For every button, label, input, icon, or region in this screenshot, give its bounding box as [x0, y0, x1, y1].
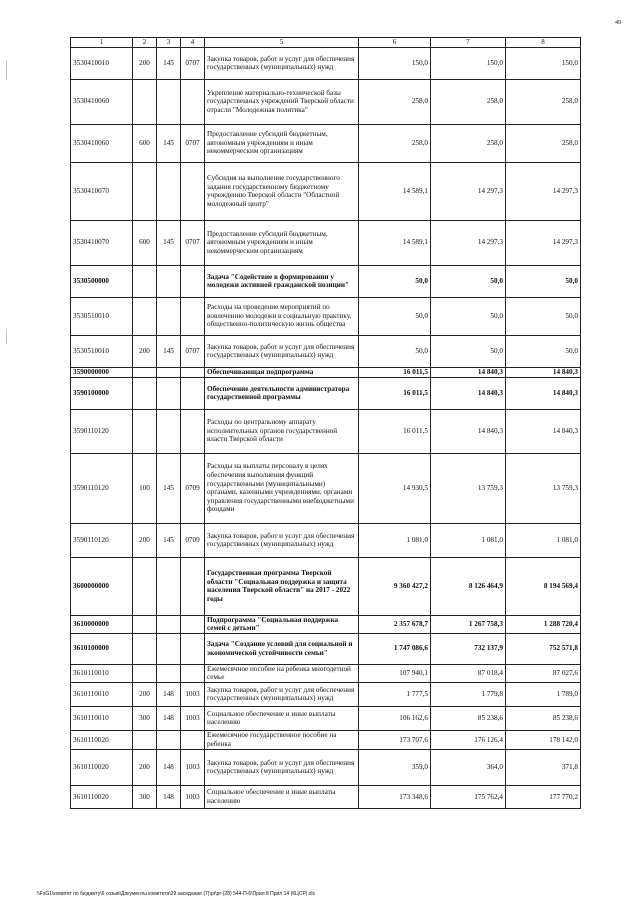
section-code-cell: 0709 [181, 453, 205, 523]
expense-type-cell: 300 [133, 706, 157, 730]
amount-year2-cell: 50,0 [431, 265, 506, 297]
amount-year2-cell: 14 840,3 [431, 409, 506, 453]
item-name-cell: Подпрограмма "Социальная поддержка семей с детьми" [205, 615, 359, 633]
amount-year3-cell: 14 297,3 [506, 162, 581, 220]
admin-code-cell: 148 [157, 706, 181, 730]
amount-year3-cell: 85 238,6 [506, 706, 581, 730]
amount-year3-cell: 258,0 [506, 79, 581, 124]
amount-year3-cell: 752 571,8 [506, 633, 581, 664]
expense-type-cell [133, 79, 157, 124]
amount-year1-cell: 14 589,1 [359, 162, 431, 220]
item-name-cell: Расходы по центральному аппарату исполнительных органов государственной власти Тверской области [205, 409, 359, 453]
budget-code-cell: 3530510010 [71, 335, 133, 367]
table-row [71, 615, 581, 633]
table-row [71, 265, 581, 297]
amount-year1-cell: 150,0 [359, 47, 431, 79]
item-name-cell: Закупка товаров, работ и услуг для обеспечения государственных (муниципальных) нужд [205, 749, 359, 785]
column-number: 7 [431, 38, 506, 48]
amount-year1-cell: 1 081,0 [359, 523, 431, 557]
amount-year2-cell: 258,0 [431, 79, 506, 124]
budget-code-cell: 3530410010 [71, 47, 133, 79]
table-row [71, 664, 581, 682]
amount-year1-cell: 16 011,5 [359, 377, 431, 409]
admin-code-cell [157, 633, 181, 664]
admin-code-cell: 145 [157, 453, 181, 523]
table-row [71, 749, 581, 785]
amount-year3-cell: 14 840,3 [506, 377, 581, 409]
admin-code-cell: 145 [157, 124, 181, 162]
amount-year2-cell: 50,0 [431, 297, 506, 335]
amount-year2-cell: 176 126,4 [431, 730, 506, 749]
table-row [71, 785, 581, 808]
item-name-cell: Закупка товаров, работ и услуг для обеспечения государственных (муниципальных) нужд [205, 47, 359, 79]
item-name-cell: Обеспечение деятельности администратора государственной программы [205, 377, 359, 409]
table-row [71, 162, 581, 220]
admin-code-cell [157, 377, 181, 409]
column-number: 4 [181, 38, 205, 48]
section-code-cell [181, 664, 205, 682]
table-row [71, 367, 581, 377]
amount-year3-cell: 150,0 [506, 47, 581, 79]
column-number: 8 [506, 38, 581, 48]
expense-type-cell [133, 409, 157, 453]
section-code-cell: 1003 [181, 749, 205, 785]
section-code-cell [181, 79, 205, 124]
table-row [71, 220, 581, 265]
budget-code-cell: 3590110120 [71, 523, 133, 557]
item-name-cell: Предоставление субсидий бюджетным, автономным учреждениям и иным некоммерческим организациям [205, 220, 359, 265]
amount-year2-cell: 1 779,8 [431, 682, 506, 706]
item-name-cell: Ежемесячное пособие на ребенка многодетной семье [205, 664, 359, 682]
admin-code-cell: 148 [157, 682, 181, 706]
amount-year2-cell: 150,0 [431, 47, 506, 79]
budget-code-cell: 3530410060 [71, 79, 133, 124]
amount-year2-cell: 13 759,3 [431, 453, 506, 523]
amount-year2-cell: 85 238,6 [431, 706, 506, 730]
expense-type-cell [133, 367, 157, 377]
item-name-cell: Задача "Создание условий для социальной и экономической устойчивости семьи" [205, 633, 359, 664]
amount-year2-cell: 1 267 758,3 [431, 615, 506, 633]
admin-code-cell [157, 367, 181, 377]
amount-year2-cell: 87 018,4 [431, 664, 506, 682]
amount-year3-cell: 50,0 [506, 335, 581, 367]
item-name-cell: Закупка товаров, работ и услуг для обеспечения государственных (муниципальных) нужд [205, 335, 359, 367]
column-number: 6 [359, 38, 431, 48]
expense-type-cell [133, 664, 157, 682]
amount-year2-cell: 50,0 [431, 335, 506, 367]
amount-year2-cell: 1 081,0 [431, 523, 506, 557]
amount-year1-cell: 50,0 [359, 265, 431, 297]
admin-code-cell: 148 [157, 785, 181, 808]
section-code-cell [181, 297, 205, 335]
table-row [71, 730, 581, 749]
amount-year1-cell: 14 930,5 [359, 453, 431, 523]
amount-year1-cell: 16 011,5 [359, 367, 431, 377]
column-number: 2 [133, 38, 157, 48]
table-row [71, 523, 581, 557]
budget-code-cell: 3600000000 [71, 557, 133, 615]
amount-year3-cell: 14 840,3 [506, 409, 581, 453]
section-code-cell [181, 367, 205, 377]
table-row [71, 79, 581, 124]
amount-year3-cell: 14 840,3 [506, 367, 581, 377]
table-row [71, 633, 581, 664]
expense-type-cell [133, 557, 157, 615]
admin-code-cell: 145 [157, 523, 181, 557]
expense-type-cell [133, 297, 157, 335]
section-code-cell [181, 162, 205, 220]
table-row [71, 297, 581, 335]
section-code-cell [181, 409, 205, 453]
section-code-cell: 0707 [181, 47, 205, 79]
section-code-cell: 0707 [181, 124, 205, 162]
amount-year1-cell: 2 357 678,7 [359, 615, 431, 633]
column-number: 5 [205, 38, 359, 48]
expense-type-cell: 200 [133, 523, 157, 557]
budget-code-cell: 3590110120 [71, 409, 133, 453]
expense-type-cell: 200 [133, 335, 157, 367]
amount-year1-cell: 107 940,1 [359, 664, 431, 682]
amount-year3-cell: 8 194 569,4 [506, 557, 581, 615]
amount-year2-cell: 175 762,4 [431, 785, 506, 808]
section-code-cell: 0707 [181, 335, 205, 367]
admin-code-cell [157, 557, 181, 615]
amount-year3-cell: 1 081,0 [506, 523, 581, 557]
budget-code-cell: 3590100000 [71, 377, 133, 409]
section-code-cell: 1003 [181, 706, 205, 730]
expense-type-cell [133, 377, 157, 409]
budget-code-cell: 3610110010 [71, 706, 133, 730]
amount-year1-cell: 1 777,5 [359, 682, 431, 706]
amount-year1-cell: 106 162,6 [359, 706, 431, 730]
amount-year1-cell: 50,0 [359, 297, 431, 335]
section-code-cell [181, 730, 205, 749]
amount-year3-cell: 178 142,0 [506, 730, 581, 749]
binder-mark [6, 60, 7, 80]
item-name-cell: Укрепление материально-технической базы государственных учреждений Тверской области отрасли "Молодежная политика" [205, 79, 359, 124]
amount-year1-cell: 173 348,6 [359, 785, 431, 808]
admin-code-cell [157, 162, 181, 220]
amount-year3-cell: 371,8 [506, 749, 581, 785]
budget-code-cell: 3610110020 [71, 785, 133, 808]
amount-year3-cell: 50,0 [506, 297, 581, 335]
amount-year2-cell: 258,0 [431, 124, 506, 162]
item-name-cell: Закупка товаров, работ и услуг для обеспечения государственных (муниципальных) нужд [205, 682, 359, 706]
amount-year3-cell: 177 770,2 [506, 785, 581, 808]
amount-year1-cell: 258,0 [359, 124, 431, 162]
amount-year1-cell: 1 747 086,6 [359, 633, 431, 664]
admin-code-cell [157, 615, 181, 633]
item-name-cell: Субсидия на выполнение государственного задания государственному бюджетному учреждению Тверской области "Областной молодежный центр" [205, 162, 359, 220]
amount-year3-cell: 13 759,3 [506, 453, 581, 523]
expense-type-cell [133, 633, 157, 664]
section-code-cell [181, 377, 205, 409]
expense-type-cell: 200 [133, 749, 157, 785]
budget-table [70, 37, 581, 809]
table-row [71, 557, 581, 615]
expense-type-cell: 600 [133, 124, 157, 162]
amount-year3-cell: 87 027,6 [506, 664, 581, 682]
section-code-cell: 1003 [181, 785, 205, 808]
table-row [71, 706, 581, 730]
amount-year3-cell: 258,0 [506, 124, 581, 162]
expense-type-cell: 300 [133, 785, 157, 808]
budget-code-cell: 3530500000 [71, 265, 133, 297]
section-code-cell: 0707 [181, 220, 205, 265]
item-name-cell: Расходы на проведение мероприятий по вовлечению молодежи в социальную практику, общественно-политическую жизнь общества [205, 297, 359, 335]
amount-year1-cell: 14 589,1 [359, 220, 431, 265]
column-number: 1 [71, 38, 133, 48]
column-number-row [71, 38, 581, 48]
budget-code-cell: 3610110010 [71, 664, 133, 682]
item-name-cell: Обеспечивающая подпрограмма [205, 367, 359, 377]
budget-code-cell: 3610000000 [71, 615, 133, 633]
item-name-cell: Социальное обеспечение и иные выплаты населению [205, 706, 359, 730]
binder-mark [6, 330, 7, 344]
admin-code-cell [157, 409, 181, 453]
table-row [71, 682, 581, 706]
page-number: 49 [615, 20, 621, 26]
item-name-cell: Государственная программа Тверской области "Социальная поддержка и защита населения Тверской области" на 2017 - 2022 годы [205, 557, 359, 615]
expense-type-cell: 200 [133, 682, 157, 706]
table-row [71, 377, 581, 409]
amount-year2-cell: 8 126 464,9 [431, 557, 506, 615]
admin-code-cell: 145 [157, 47, 181, 79]
budget-code-cell: 3530410070 [71, 162, 133, 220]
amount-year1-cell: 359,0 [359, 749, 431, 785]
table-row [71, 453, 581, 523]
budget-code-cell: 3610110020 [71, 749, 133, 785]
expense-type-cell [133, 615, 157, 633]
amount-year1-cell: 173 707,6 [359, 730, 431, 749]
budget-code-cell: 3530410070 [71, 220, 133, 265]
amount-year3-cell: 14 297,3 [506, 220, 581, 265]
item-name-cell: Расходы на выплаты персоналу в целях обеспечения выполнения функций государственными (муниципальными) органами, казенными учреждениями, органами управления государственными внебюджетными фондами [205, 453, 359, 523]
section-code-cell: 0709 [181, 523, 205, 557]
item-name-cell: Закупка товаров, работ и услуг для обеспечения государственных (муниципальных) нужд [205, 523, 359, 557]
budget-code-cell: 3610110010 [71, 682, 133, 706]
admin-code-cell [157, 297, 181, 335]
expense-type-cell: 600 [133, 220, 157, 265]
amount-year3-cell: 1 789,0 [506, 682, 581, 706]
table-row [71, 335, 581, 367]
admin-code-cell [157, 79, 181, 124]
admin-code-cell: 145 [157, 220, 181, 265]
expense-type-cell: 100 [133, 453, 157, 523]
column-number: 3 [157, 38, 181, 48]
file-path-footer: \\FsG1\комитет по бюджету\6 созыв\Документы комитета\29 заседание (7)\pr\pr-(28) 544-П-6\Прил 8 Прил 14 (КЦСР).xls [37, 891, 315, 897]
amount-year1-cell: 9 360 427,2 [359, 557, 431, 615]
expense-type-cell [133, 265, 157, 297]
item-name-cell: Предоставление субсидий бюджетным, автономным учреждениям и иным некоммерческим организациям [205, 124, 359, 162]
expense-type-cell [133, 730, 157, 749]
amount-year2-cell: 14 840,3 [431, 367, 506, 377]
admin-code-cell [157, 730, 181, 749]
admin-code-cell [157, 265, 181, 297]
amount-year2-cell: 14 297,3 [431, 162, 506, 220]
amount-year3-cell: 50,0 [506, 265, 581, 297]
amount-year2-cell: 364,0 [431, 749, 506, 785]
section-code-cell [181, 633, 205, 664]
budget-code-cell: 3530510010 [71, 297, 133, 335]
item-name-cell: Ежемесячное государственное пособие на ребенка [205, 730, 359, 749]
budget-code-cell: 3530410060 [71, 124, 133, 162]
expense-type-cell [133, 162, 157, 220]
amount-year2-cell: 732 137,9 [431, 633, 506, 664]
admin-code-cell: 145 [157, 335, 181, 367]
expense-type-cell: 200 [133, 47, 157, 79]
amount-year3-cell: 1 288 720,4 [506, 615, 581, 633]
amount-year1-cell: 50,0 [359, 335, 431, 367]
amount-year1-cell: 16 011,5 [359, 409, 431, 453]
section-code-cell [181, 615, 205, 633]
budget-code-cell: 3610110020 [71, 730, 133, 749]
amount-year2-cell: 14 297,3 [431, 220, 506, 265]
table-row [71, 124, 581, 162]
section-code-cell [181, 557, 205, 615]
amount-year1-cell: 258,0 [359, 79, 431, 124]
table-row [71, 409, 581, 453]
section-code-cell: 1003 [181, 682, 205, 706]
admin-code-cell: 148 [157, 749, 181, 785]
amount-year2-cell: 14 840,3 [431, 377, 506, 409]
budget-code-cell: 3590000000 [71, 367, 133, 377]
section-code-cell [181, 265, 205, 297]
item-name-cell: Социальное обеспечение и иные выплаты населению [205, 785, 359, 808]
table-row [71, 47, 581, 79]
item-name-cell: Задача "Содействие в формировании у молодежи активной гражданской позиции" [205, 265, 359, 297]
admin-code-cell [157, 664, 181, 682]
budget-code-cell: 3590110120 [71, 453, 133, 523]
budget-code-cell: 3610100000 [71, 633, 133, 664]
